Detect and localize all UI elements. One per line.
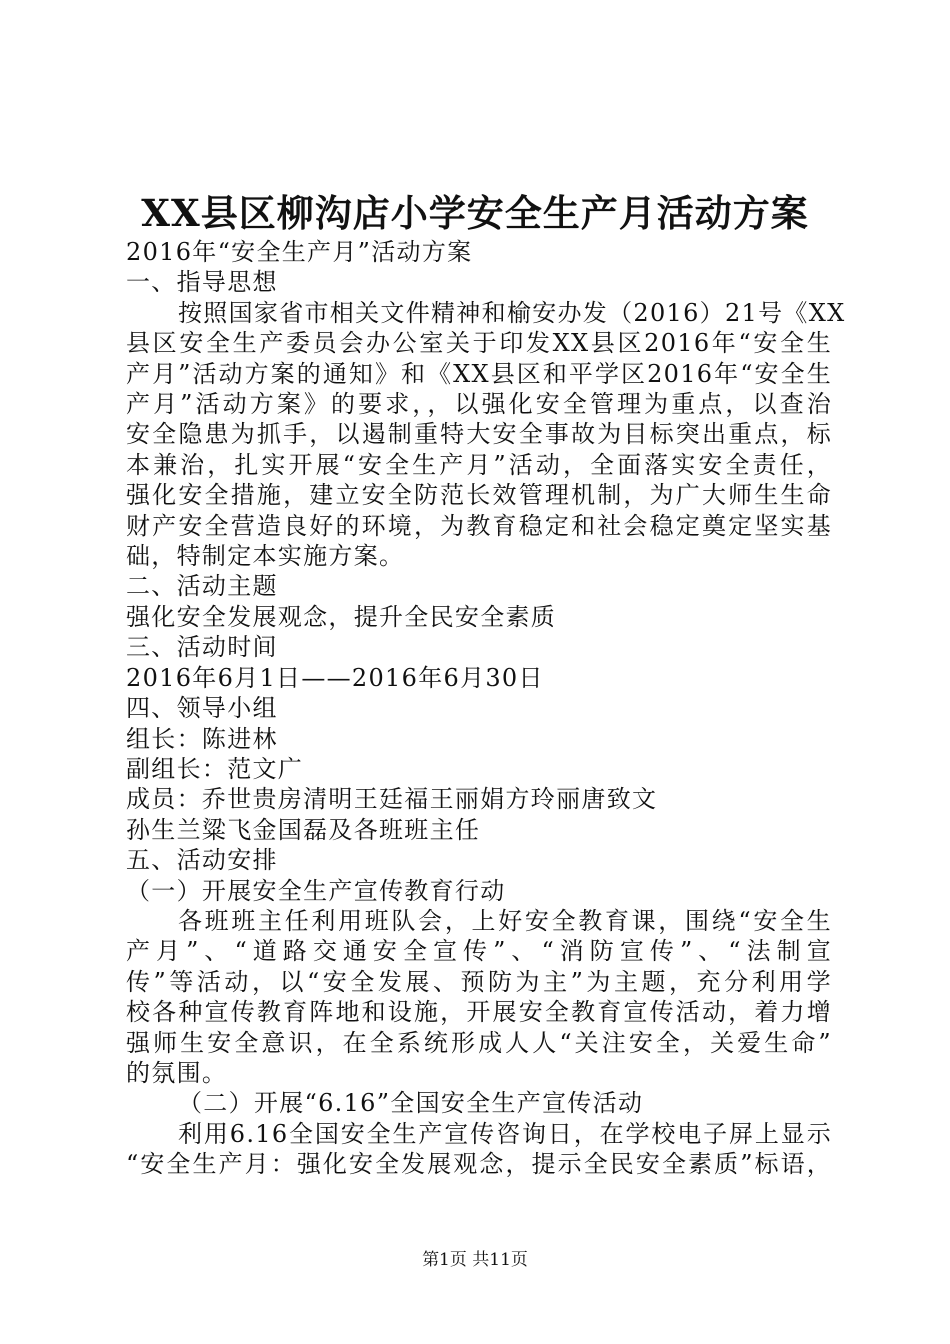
group-members-cont: 孙生兰粱飞金国磊及各班班主任 — [126, 815, 481, 844]
paragraph-line: 安全隐患为抓手，以遏制重特大安全事故为目标突出重点，标 — [126, 420, 832, 449]
subtitle: 2016年“安全生产月”活动方案 — [126, 238, 473, 266]
paragraph-line: 础，特制定本实施方案。 — [126, 542, 405, 571]
paragraph-line: 按照国家省市相关文件精神和榆安办发（2016）21号《XX — [178, 298, 846, 327]
section-heading-5: 五、活动安排 — [126, 846, 278, 875]
paragraph-line: 产月”活动方案的通知》和《XX县区和平学区2016年“安全生 — [126, 359, 832, 388]
section-heading-3: 三、活动时间 — [126, 633, 278, 662]
group-leader: 组长：陈进林 — [126, 724, 278, 753]
paragraph-line: 利用6.16全国安全生产宣传咨询日，在学校电子屏上显示 — [178, 1119, 832, 1148]
activity-time: 2016年6月1日——2016年6月30日 — [126, 663, 544, 692]
deputy-leader: 副组长：范文广 — [126, 754, 304, 783]
paragraph-line: 财产安全营造良好的环境，为教育稳定和社会稳定奠定坚实基 — [126, 511, 832, 540]
paragraph-line: 的氛围。 — [126, 1058, 228, 1087]
paragraph-line: 校各种宣传教育阵地和设施，开展安全教育宣传活动，着力增 — [126, 998, 832, 1027]
paragraph-line: “安全生产月：强化安全发展观念，提示全民安全素质”标语， — [126, 1150, 832, 1179]
paragraph-line: 强师生安全意识，在全系统形成人人“关注安全，关爱生命” — [126, 1028, 832, 1057]
document-body — [126, 237, 846, 1180]
section-heading-2: 二、活动主题 — [126, 572, 278, 601]
page-footer: 第1页 共11页 — [422, 1250, 528, 1270]
subsection-heading-1: （一）开展安全生产宣传教育行动 — [126, 876, 506, 905]
document-title: XX县区柳沟店小学安全生产月活动方案 — [141, 191, 809, 235]
paragraph-line: 产月”活动方案》的要求，，以强化安全管理为重点，以查治 — [126, 390, 832, 419]
paragraph-line: 本兼治，扎实开展“安全生产月”活动，全面落实安全责任， — [126, 450, 832, 479]
paragraph-line: 传”等活动，以“安全发展、预防为主”为主题，充分利用学 — [126, 967, 832, 996]
paragraph-line: 产月”、“道路交通安全宣传”、“消防宣传”、“法制宣 — [126, 937, 832, 966]
paragraph-line: 县区安全生产委员会办公室关于印发XX县区2016年“安全生 — [126, 329, 832, 358]
paragraph-line: 各班班主任利用班队会，上好安全教育课，围绕“安全生 — [178, 906, 832, 935]
paragraph-line: 强化安全措施，建立安全防范长效管理机制，为广大师生生命 — [126, 481, 832, 510]
group-members: 成员：乔世贵房清明王廷福王丽娟方玲丽唐致文 — [126, 785, 658, 814]
section-heading-1: 一、指导思想 — [126, 268, 278, 297]
subsection-heading-2: （二）开展“6.16”全国安全生产宣传活动 — [178, 1089, 644, 1118]
section-heading-4: 四、领导小组 — [126, 694, 278, 723]
activity-theme: 强化安全发展观念，提升全民安全素质 — [126, 602, 557, 631]
